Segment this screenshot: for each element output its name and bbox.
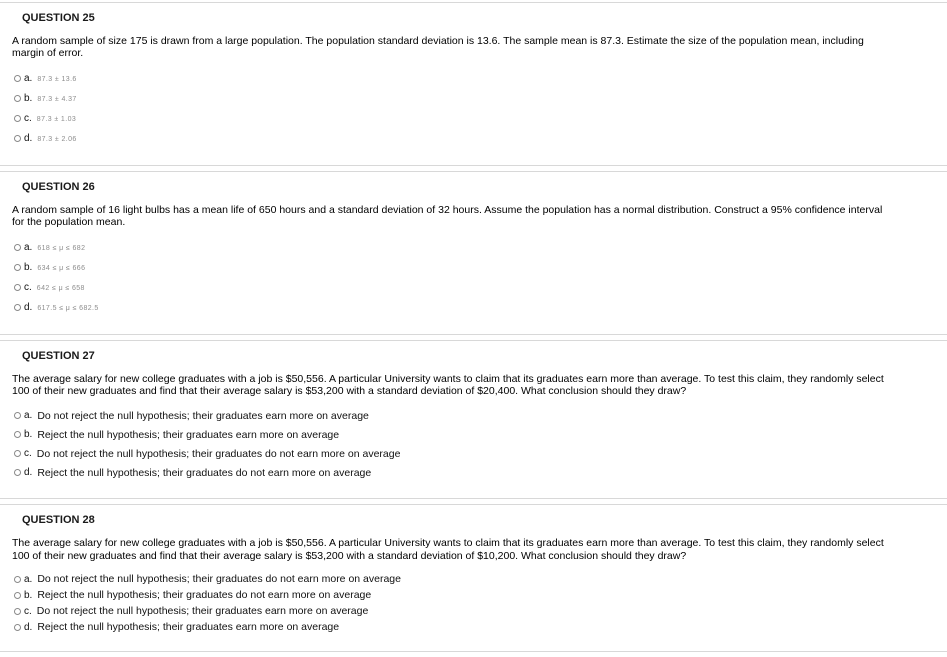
option-letter: d. [24,302,33,313]
option-text: Reject the null hypothesis; their graduates earn more on average [37,428,340,441]
question-header: QUESTION 25 [22,12,95,24]
option-letter: d. [24,133,33,145]
option-letter: c. [24,282,32,293]
option-letter: d. [24,621,33,633]
answer-option-c[interactable] [14,444,947,463]
option-letter: a. [24,242,33,253]
question-27 [0,340,947,500]
answer-option-d[interactable] [14,619,947,635]
answer-options [0,571,947,635]
option-letter: a. [24,73,33,85]
option-letter: c. [24,448,32,460]
question-header: QUESTION 26 [22,180,95,193]
option-formula: 87.3 ± 1.03 [36,116,77,124]
question-header: QUESTION 27 [22,349,95,362]
radio-button-icon[interactable] [14,135,21,142]
radio-button-icon[interactable] [14,624,21,631]
answer-option-b[interactable] [14,258,947,278]
option-text: Do not reject the null hypothesis; their graduates earn more on average [36,605,369,617]
question-text: The average salary for new college graduates with a job is $50,556. A particular University wants to claim that its graduates earn more than average. To test this claim, they randomly select 100 of their new graduates and find that their average salary is $53,200 with a standard deviation of $20,400. What conclusion should they draw? [12,372,884,397]
option-letter: a. [24,410,33,422]
radio-button-icon[interactable] [14,469,21,476]
radio-button-icon[interactable] [14,75,21,82]
radio-button-icon[interactable] [14,576,21,583]
option-formula: 634 ≤ μ ≤ 666 [37,265,86,272]
answer-options [0,238,947,318]
option-text: Do not reject the null hypothesis; their graduates earn more on average [37,409,369,422]
option-text: Reject the null hypothesis; their graduates do not earn more on average [37,466,372,479]
radio-button-icon[interactable] [14,95,21,102]
answer-options [0,69,947,149]
question-26 [0,171,947,335]
option-formula: 87.3 ± 2.06 [37,136,77,144]
option-letter: c. [24,113,32,125]
option-formula: 618 ≤ μ ≤ 682 [37,245,86,252]
answer-option-c[interactable] [14,278,947,298]
radio-button-icon[interactable] [14,244,21,251]
answer-option-b[interactable] [14,89,947,109]
answer-option-d[interactable] [14,298,947,318]
question-28 [0,504,947,652]
radio-button-icon[interactable] [14,264,21,271]
radio-button-icon[interactable] [14,608,21,615]
question-text: The average salary for new college graduates with a job is $50,556. A particular University wants to claim that its graduates earn more than average. To test this claim, they randomly select 100 of their new graduates and find that their average salary is $53,200 with a standard deviation of $10,200. What conclusion should they draw? [12,537,884,562]
question-text: A random sample of 16 light bulbs has a mean life of 650 hours and a standard deviation of 32 hours. Assume the population has a normal distribution. Construct a 95% confidence interval for the population mean. [12,203,883,229]
answer-option-a[interactable] [14,406,947,425]
radio-button-icon[interactable] [14,412,21,419]
option-letter: c. [24,605,32,617]
answer-option-a[interactable] [14,571,947,587]
radio-button-icon[interactable] [14,304,21,311]
answer-options [0,406,947,482]
option-text: Do not reject the null hypothesis; their graduates do not earn more on average [36,447,401,460]
question-25 [0,2,947,166]
radio-button-icon[interactable] [14,431,21,438]
option-formula: 642 ≤ μ ≤ 658 [36,285,85,292]
option-letter: b. [24,589,33,601]
answer-option-b[interactable] [14,425,947,444]
option-letter: b. [24,429,33,441]
radio-button-icon[interactable] [14,592,21,599]
option-text: Do not reject the null hypothesis; their graduates do not earn more on average [37,573,401,585]
answer-option-d[interactable] [14,129,947,149]
answer-option-a[interactable] [14,69,947,89]
radio-button-icon[interactable] [14,450,21,457]
option-text: Reject the null hypothesis; their graduates earn more on average [37,621,340,633]
answer-option-c[interactable] [14,603,947,619]
answer-option-d[interactable] [14,463,947,482]
option-formula: 617.5 ≤ μ ≤ 682.5 [37,305,99,312]
option-letter: a. [24,573,33,585]
answer-option-b[interactable] [14,587,947,603]
question-text: A random sample of size 175 is drawn from a large population. The population standard deviation is 13.6. The sample mean is 87.3. Estimate the size of the population mean, including margin of error. [12,35,864,60]
radio-button-icon[interactable] [14,115,21,122]
option-letter: d. [24,467,33,479]
answer-option-a[interactable] [14,238,947,258]
option-text: Reject the null hypothesis; their graduates do not earn more on average [37,589,372,601]
option-letter: b. [24,262,33,273]
answer-option-c[interactable] [14,109,947,129]
question-header: QUESTION 28 [22,514,95,527]
option-formula: 87.3 ± 4.37 [37,96,77,104]
option-letter: b. [24,93,33,105]
radio-button-icon[interactable] [14,284,21,291]
option-formula: 87.3 ± 13.6 [37,76,77,84]
